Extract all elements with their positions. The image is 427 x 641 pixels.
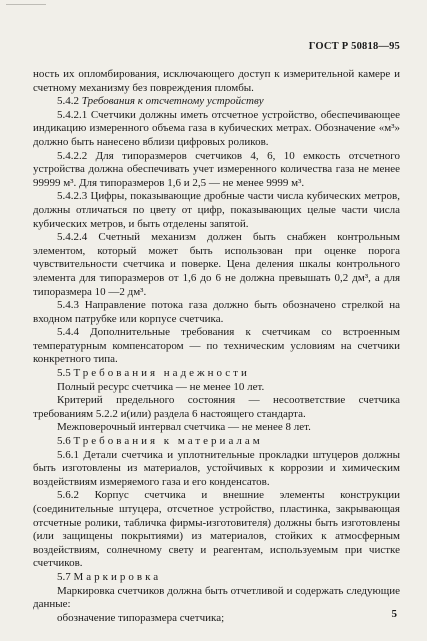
section-number: 5.4.2 bbox=[57, 95, 79, 108]
section-heading-5-5 bbox=[33, 367, 400, 381]
scan-mark bbox=[6, 4, 46, 11]
section-number: 5.6 bbox=[57, 435, 71, 448]
standard-header: ГОСТ Р 50818—95 bbox=[308, 41, 400, 52]
paragraph: 5.4.2.3 Цифры, показывающие дробные части числа кубических метров, должны отличаться по цвету от цифр, показывающих целые части числа кубических метров, и быть отделены запятой. bbox=[33, 190, 400, 230]
paragraph: 5.6.2 Корпус счетчика и внешние элементы конструкции (соединительные штуцера, отсчетное устройство, пластинка, закрывающая отсчетные ролики, табличка фирмы-изготовителя) должны быть изготовлены (или защищены покрытиями) из материалов, стойких к атмосферным воздействиям, солнечному свету и реагентам, используемым при чистке счетчиков. bbox=[33, 489, 400, 570]
paragraph: 5.4.2.1 Счетчики должны иметь отсчетное устройство, обеспечивающее индикацию измеренного объема газа в кубических метрах. Обозначение «м³» должно быть нанесено вблизи цифровых роликов. bbox=[33, 108, 400, 148]
section-heading-5-4-2 bbox=[33, 95, 400, 109]
section-heading-5-6 bbox=[33, 435, 400, 449]
section-number: 5.7 bbox=[57, 570, 71, 583]
paragraph: 5.4.3 Направление потока газа должно быть обозначено стрелкой на входном патрубке или корпусе счетчика. bbox=[33, 299, 400, 325]
paragraph: 5.4.2.4 Счетный механизм должен быть снабжен контрольным элементом, который может быть использован при оценке порога чувствительности счетчика и поверке. Цена деления шкалы контрольного элемента для типоразмеров от 1,6 до 6 не должна превышать 0,2 дм³, а для типоразмера 10 —2 дм³. bbox=[33, 231, 400, 298]
paragraph: 5.6.1 Детали счетчика и уплотнительные прокладки штуцеров должны быть изготовлены из материалов, устойчивых к коррозии и химическим воздействиям измеряемого газа и его конденсатов. bbox=[33, 448, 400, 488]
section-title: Требования к материалам bbox=[73, 435, 263, 448]
section-title: Требования к отсчетному устройству bbox=[81, 95, 264, 108]
paragraph: Межповерочный интервал счетчика — не менее 8 лет. bbox=[57, 421, 311, 434]
paragraph: 5.4.4 Дополнительные требования к счетчикам со встроенным температурным компенсатором — по техническим условиям на счетчики конкретного типа. bbox=[33, 326, 400, 366]
paragraph: Полный ресурс счетчика — не менее 10 лет. bbox=[57, 380, 265, 393]
section-title: Маркировка bbox=[73, 570, 162, 583]
page-number: 5 bbox=[391, 608, 397, 620]
page-content bbox=[33, 68, 400, 625]
section-title: Требования надежности bbox=[73, 367, 250, 380]
paragraph: обозначение типоразмера счетчика; bbox=[57, 611, 225, 624]
paragraph: 5.4.2.2 Для типоразмеров счетчиков 4, 6, 10 емкость отсчетного устройства должна обеспечивать учет измеренного количества газа не менее 99999 м³. Для типоразмеров 1,6 и 2,5 — не менее 9999 м³. bbox=[33, 149, 400, 189]
section-heading-5-7 bbox=[33, 571, 400, 585]
paragraph: Маркировка счетчиков должна быть отчетливой и содержать следующие данные: bbox=[33, 584, 400, 611]
paragraph: ность их опломбирования, исключающего доступ к измерительной камере и счетному механизму без повреждения пломбы. bbox=[33, 68, 400, 94]
section-number: 5.5 bbox=[57, 367, 71, 380]
paragraph: Критерий предельного состояния — несоответствие счетчика требованиям 5.2.2 и(или) раздела 6 настоящего стандарта. bbox=[33, 394, 400, 420]
